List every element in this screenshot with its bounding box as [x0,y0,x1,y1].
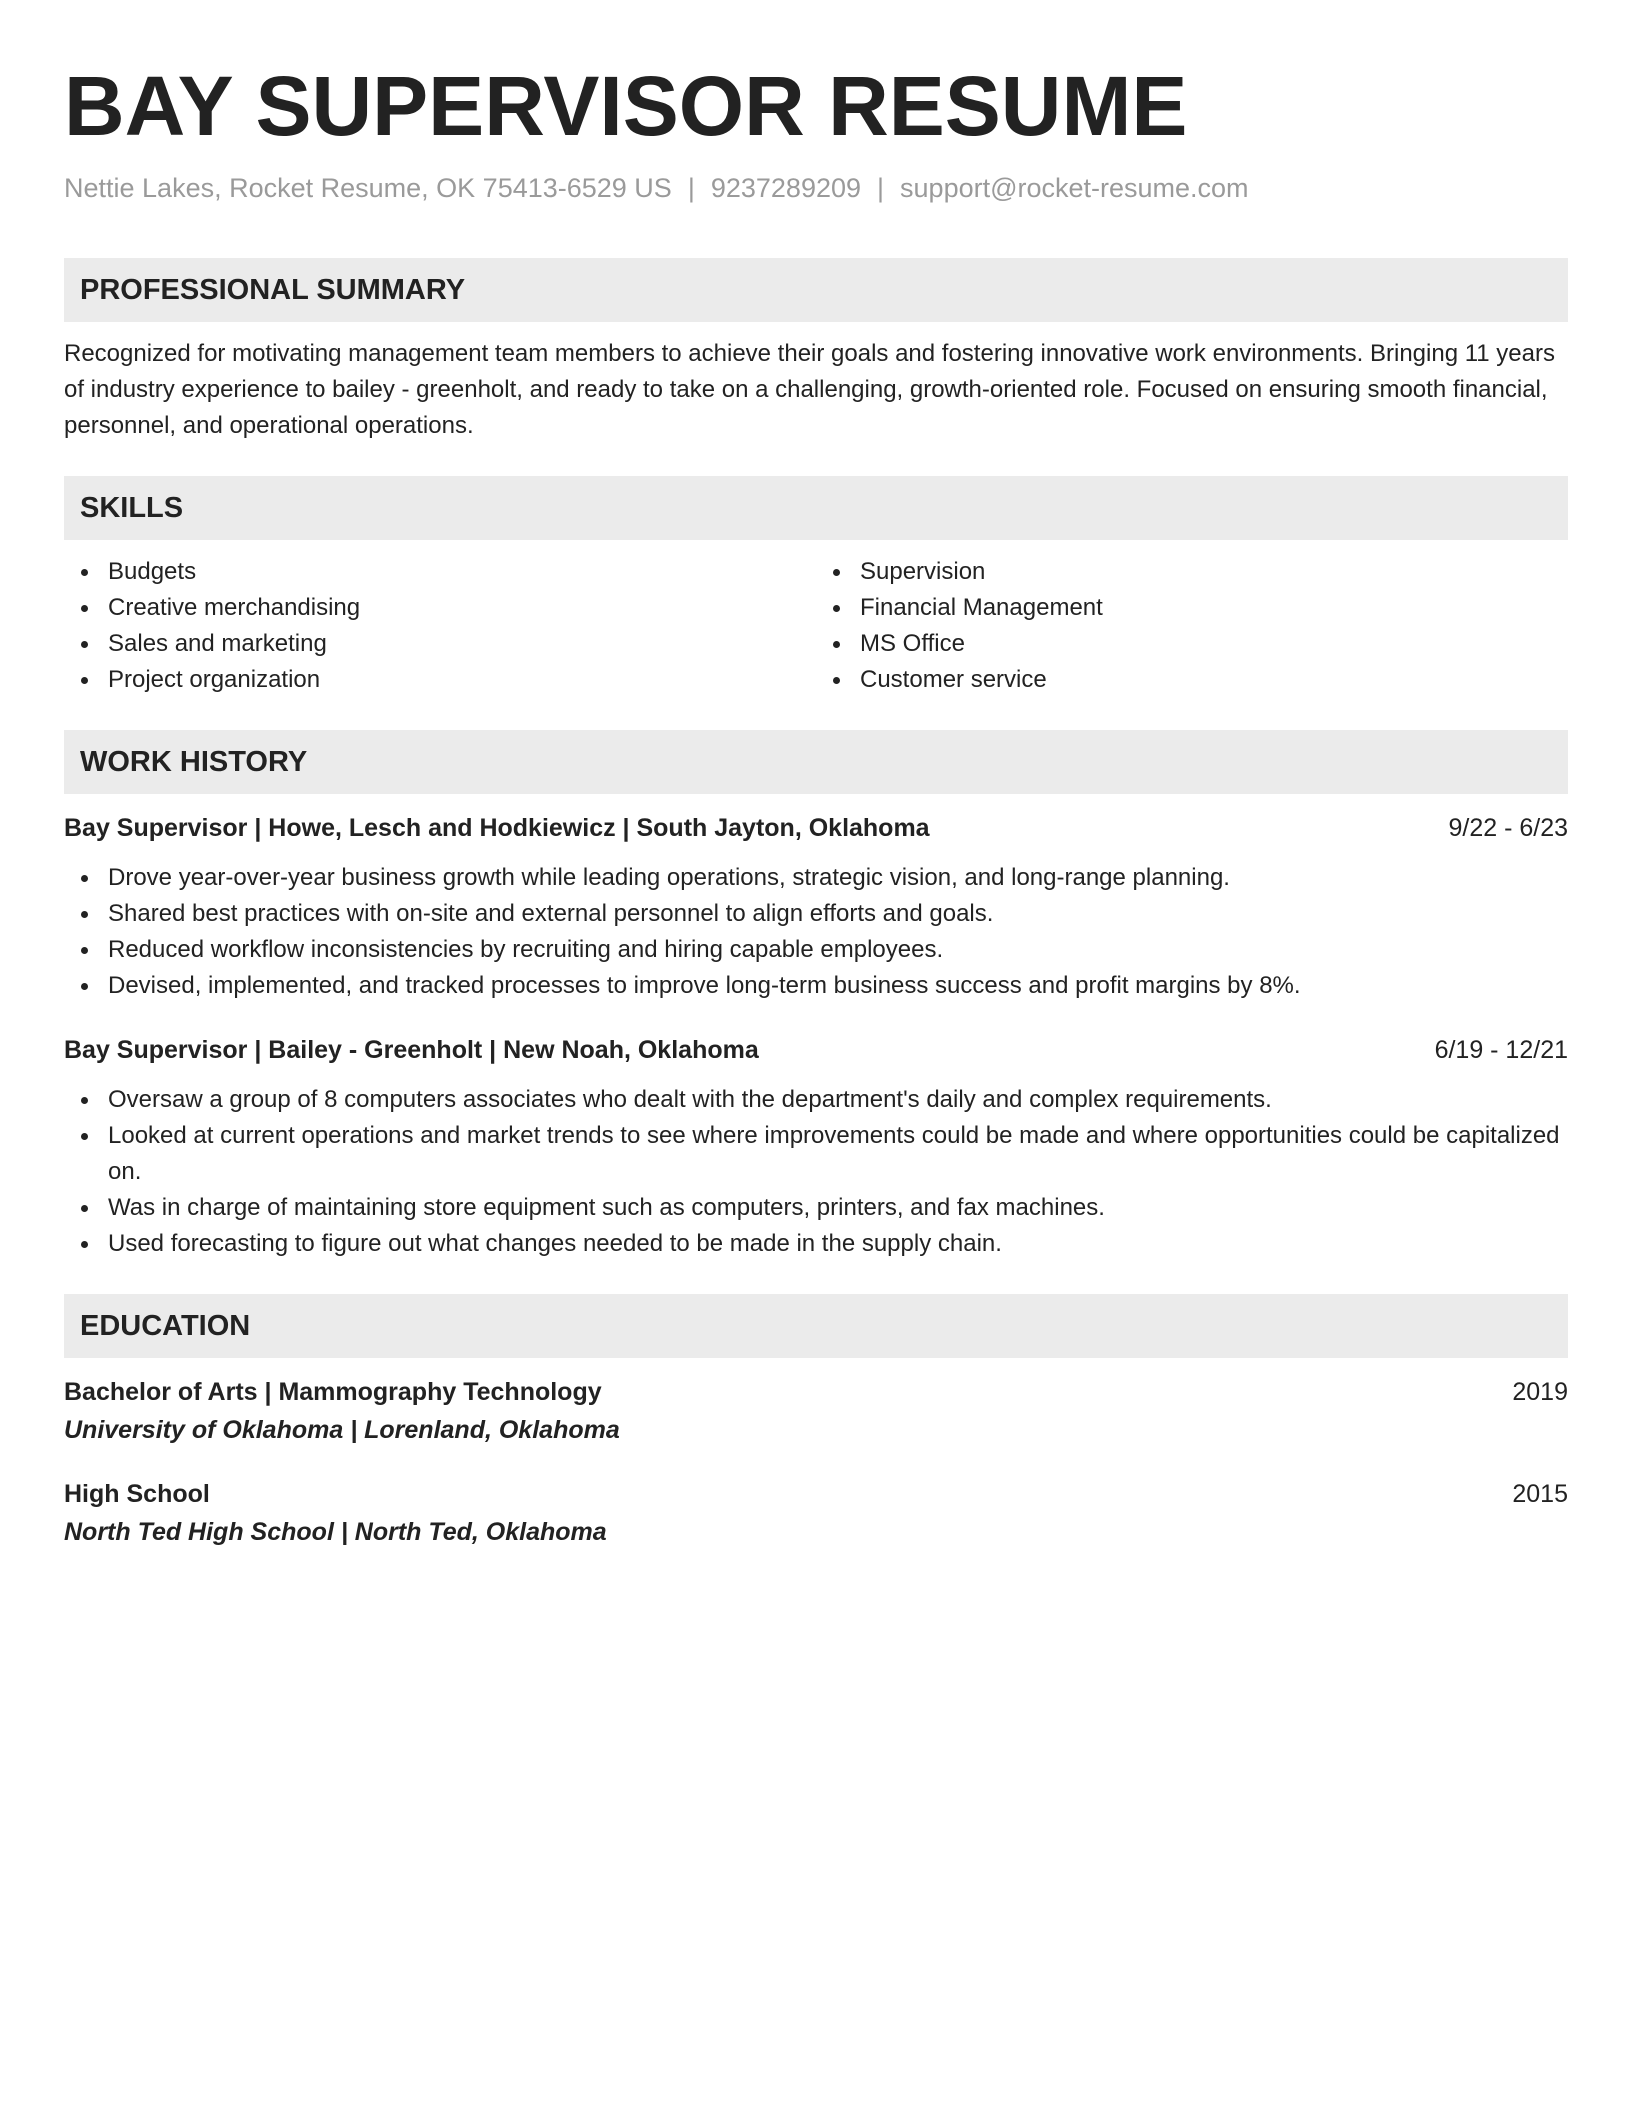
job-bullet-text: Shared best practices with on-site and external personnel to align efforts and goals. [108,900,994,927]
section-header-professional-summary: PROFESSIONAL SUMMARY [64,258,1568,322]
bullet-icon [833,605,840,612]
bullet-icon [81,947,88,954]
contact-phone: 9237289209 [710,173,862,203]
skill-label: Customer service [860,666,1047,693]
bullet-icon [81,983,88,990]
skills-column-right [816,554,1568,698]
skill-item [64,662,816,698]
bullet-icon [81,641,88,648]
job-title: Bay Supervisor | Howe, Lesch and Hodkiewicz | South Jayton, Oklahoma [64,814,930,842]
job-bullet-text: Oversaw a group of 8 computers associates who dealt with the department's daily and complex requirements. [108,1086,1272,1113]
skill-label: Financial Management [860,594,1103,621]
resume-title: BAY SUPERVISOR RESUME [64,59,1188,153]
job-bullet-text: Was in charge of maintaining store equipment such as computers, printers, and fax machines. [108,1194,1105,1221]
job-bullet-text: Used forecasting to figure out what changes needed to be made in the supply chain. [108,1230,1002,1257]
skill-item [64,626,816,662]
contact-separator: | [877,173,885,203]
contact-address: Nettie Lakes, Rocket Resume, OK 75413-6529 US [64,173,672,203]
job-bullet [64,1118,1568,1190]
education-year: 2015 [1512,1480,1568,1508]
job-bullet [64,1226,1568,1262]
job-bullet [64,860,1568,896]
job-bullet-text: Drove year-over-year business growth while leading operations, strategic vision, and long-range planning. [108,864,1230,891]
skill-label: MS Office [860,630,965,657]
skill-label: Project organization [108,666,321,693]
education-entry [64,1474,1568,1550]
skill-label: Creative merchandising [108,594,361,621]
job-heading-line [64,808,1568,848]
skills-grid [64,554,1568,698]
skill-item [64,554,816,590]
skill-label: Supervision [860,558,986,585]
job-bullet-text: Devised, implemented, and tracked processes to improve long-term business success and profit margins by 8%. [108,972,1301,999]
bullet-icon [81,605,88,612]
job-bullet-text: Reduced workflow inconsistencies by recruiting and hiring capable employees. [108,936,944,963]
skills-column-left [64,554,816,698]
job-dates: 9/22 - 6/23 [1448,814,1568,842]
job-bullets [64,860,1568,1004]
bullet-icon [81,1205,88,1212]
skill-item [816,662,1568,698]
bullet-icon [833,641,840,648]
job-heading-line [64,1030,1568,1070]
bullet-icon [81,1133,88,1140]
job-title: Bay Supervisor | Bailey - Greenholt | New Noah, Oklahoma [64,1036,759,1064]
education-heading-line [64,1372,1568,1412]
education-school: North Ted High School | North Ted, Oklahoma [64,1518,607,1546]
section-header-skills: SKILLS [64,476,1568,540]
job-entry [64,1030,1568,1262]
skill-item [816,626,1568,662]
bullet-icon [81,911,88,918]
bullet-icon [833,569,840,576]
bullet-icon [81,677,88,684]
bullet-icon [81,1097,88,1104]
job-bullet [64,968,1568,1004]
job-bullet-text: Looked at current operations and market trends to see where improvements could be made and where opportunities could be capitalized on. [108,1122,1560,1185]
education-degree: High School [64,1480,210,1508]
skill-label: Sales and marketing [108,630,327,657]
contact-separator: | [687,173,695,203]
bullet-icon [81,569,88,576]
education-entry [64,1372,1568,1448]
job-bullet [64,896,1568,932]
section-header-work-history: WORK HISTORY [64,730,1568,794]
section-header-education: EDUCATION [64,1294,1568,1358]
job-bullets [64,1082,1568,1262]
job-bullet [64,932,1568,968]
job-bullet [64,1190,1568,1226]
education-year: 2019 [1512,1378,1568,1406]
job-dates: 6/19 - 12/21 [1434,1036,1568,1064]
bullet-icon [81,875,88,882]
skill-item [816,554,1568,590]
job-bullet [64,1082,1568,1118]
contact-line [64,170,1568,206]
contact-email: support@rocket-resume.com [900,173,1249,203]
job-entry [64,808,1568,1004]
skill-label: Budgets [108,558,197,585]
education-school: University of Oklahoma | Lorenland, Oklahoma [64,1416,620,1444]
bullet-icon [833,677,840,684]
bullet-icon [81,1241,88,1248]
education-heading-line [64,1474,1568,1514]
summary-text: Recognized for motivating management team members to achieve their goals and fostering innovative work environments. Bringing 11 years of industry experience to bailey - greenholt, and ready to take on a challenging, growth-oriented role. Focused on ensuring smooth financial, personnel, and operational operations. [64,340,1555,439]
skill-item [816,590,1568,626]
skill-item [64,590,816,626]
education-degree: Bachelor of Arts | Mammography Technology [64,1378,602,1406]
